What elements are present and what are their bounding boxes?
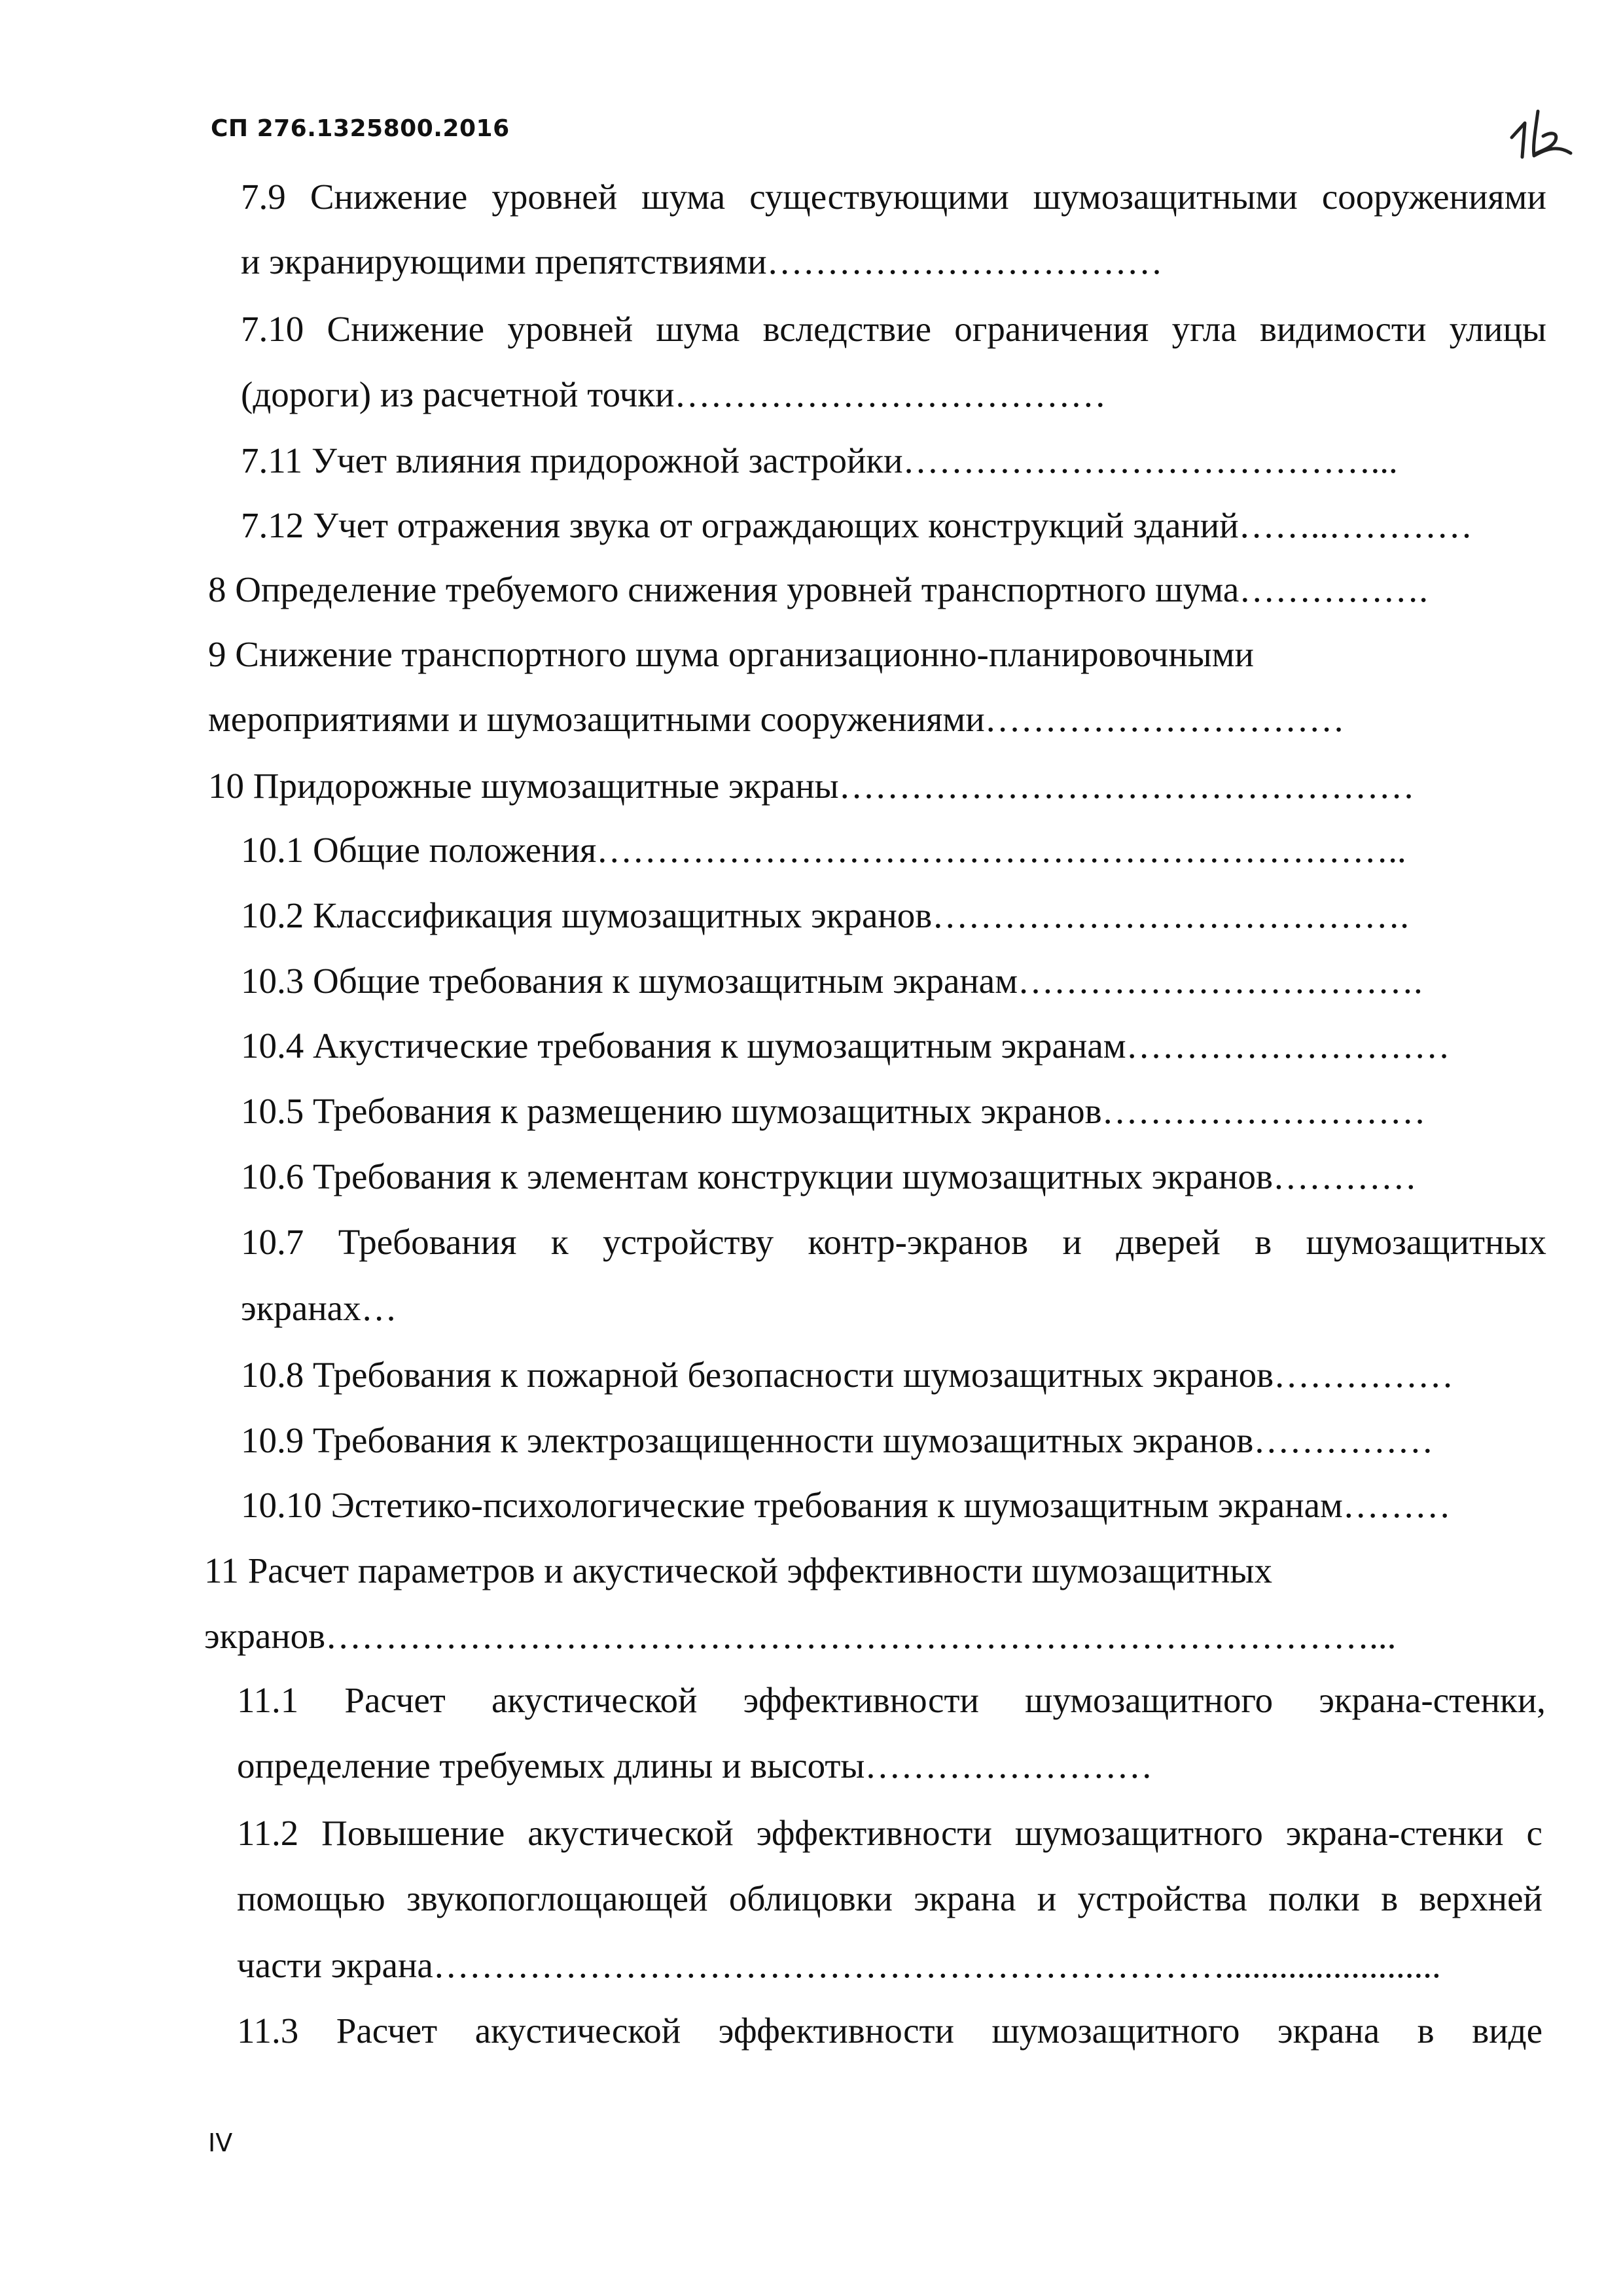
toc-entry-10-4[interactable]: 10.4 Акустические требования к шумозащитным экранам……………………… bbox=[241, 1026, 1450, 1066]
toc-entry-10-2[interactable]: 10.2 Классификация шумозащитных экранов…………………………………. bbox=[241, 895, 1410, 935]
toc-entry-11-2-line-2[interactable]: помощью звукопоглощающей облицовки экрана и устройства полки в верхней bbox=[237, 1878, 1543, 1918]
toc-entry-10-10[interactable]: 10.10 Эстетико-психологические требования к шумозащитным экранам……… bbox=[241, 1485, 1451, 1525]
toc-entry-7-10-line-1[interactable]: 7.10 Снижение уровней шума вследствие ограничения угла видимости улицы bbox=[241, 309, 1546, 349]
toc-entry-10-5[interactable]: 10.5 Требования к размещению шумозащитных экранов……………………… bbox=[241, 1091, 1426, 1131]
toc-entry-11-line-2[interactable]: экранов……………………………………………………………………………... bbox=[204, 1616, 1397, 1656]
toc-entry-10-7-line-2[interactable]: экранах… bbox=[241, 1288, 397, 1328]
toc-entry-11-line-1[interactable]: 11 Расчет параметров и акустической эффективности шумозащитных bbox=[204, 1551, 1272, 1590]
toc-entry-10-9[interactable]: 10.9 Требования к электрозащищенности шумозащитных экранов…………… bbox=[241, 1420, 1434, 1460]
toc-entry-7-9-line-1[interactable]: 7.9 Снижение уровней шума существующими шумозащитными сооружениями bbox=[241, 177, 1546, 217]
toc-entry-10-8[interactable]: 10.8 Требования к пожарной безопасности шумозащитных экранов…………… bbox=[241, 1355, 1454, 1395]
toc-entry-10[interactable]: 10 Придорожные шумозащитные экраны………………………………………… bbox=[208, 766, 1415, 806]
toc-entry-11-1-line-2[interactable]: определение требуемых длины и высоты…………………… bbox=[237, 1746, 1153, 1785]
toc-entry-10-3[interactable]: 10.3 Общие требования к шумозащитным экранам……………………………. bbox=[241, 961, 1423, 1001]
toc-entry-7-11[interactable]: 7.11 Учет влияния придорожной застройки…………………………………... bbox=[241, 440, 1398, 480]
toc-entry-11-2-line-1[interactable]: 11.2 Повышение акустической эффективности шумозащитного экрана-стенки с bbox=[237, 1813, 1543, 1853]
toc-entry-7-9-line-2[interactable]: и экранирующими препятствиями…………………………… bbox=[241, 242, 1163, 281]
toc-entry-10-1[interactable]: 10.1 Общие положения………………………………………………………….. bbox=[241, 830, 1406, 870]
toc-entry-8[interactable]: 8 Определение требуемого снижения уровней транспортного шума……………. bbox=[208, 569, 1428, 609]
toc-entry-11-2-line-3[interactable]: части экрана…………………………………………………………........................ bbox=[237, 1945, 1441, 1985]
toc-entry-7-10-line-2[interactable]: (дороги) из расчетной точки……………………………… bbox=[241, 374, 1107, 414]
page-folio: IV bbox=[208, 2128, 233, 2157]
toc-entry-9-line-2[interactable]: мероприятиями и шумозащитными сооружениями………………………… bbox=[208, 699, 1345, 739]
toc-entry-9-line-1[interactable]: 9 Снижение транспортного шума организационно-планировочными bbox=[208, 634, 1254, 674]
toc-entry-11-3-line-1[interactable]: 11.3 Расчет акустической эффективности шумозащитного экрана в виде bbox=[237, 2011, 1543, 2051]
toc-entry-10-6[interactable]: 10.6 Требования к элементам конструкции шумозащитных экранов………… bbox=[241, 1157, 1417, 1196]
toc-entry-7-12[interactable]: 7.12 Учет отражения звука от ограждающих конструкций зданий……..………… bbox=[241, 505, 1473, 545]
document-code: СП 276.1325800.2016 bbox=[211, 115, 510, 142]
handwritten-page-number bbox=[1505, 105, 1577, 164]
toc-entry-11-1-line-1[interactable]: 11.1 Расчет акустической эффективности шумозащитного экрана-стенки, bbox=[237, 1680, 1546, 1720]
toc-entry-10-7-line-1[interactable]: 10.7 Требования к устройству контр-экранов и дверей в шумозащитных bbox=[241, 1222, 1546, 1262]
